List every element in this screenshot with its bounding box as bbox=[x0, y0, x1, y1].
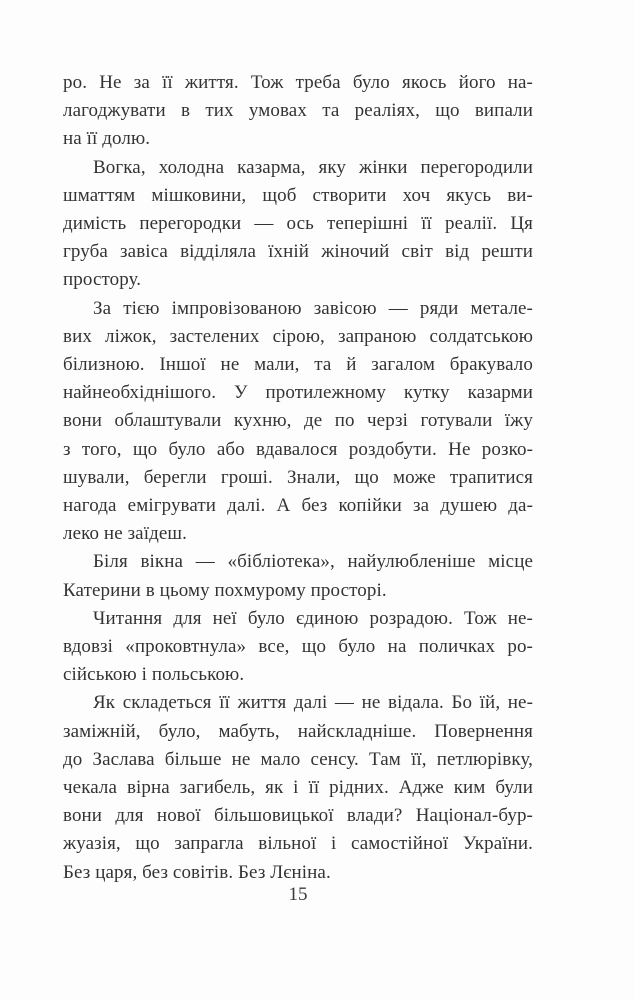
paragraph bbox=[63, 548, 533, 604]
text-line: вих ліжок, застелених сірою, запраною солдатською bbox=[63, 325, 533, 347]
text-line: простору. bbox=[63, 269, 142, 291]
text-line: ро. Не за її життя. Тож треба було якось його на- bbox=[63, 72, 533, 93]
text-line: сійською і польською. bbox=[63, 664, 245, 686]
text-line: За тією імпровізованою завісою — ряди метале- bbox=[93, 297, 533, 319]
body-text bbox=[63, 69, 533, 887]
text-line: лагоджувати в тих умовах та реаліях, що випали bbox=[63, 100, 533, 122]
text-line: найнеобхіднішого. У протилежному кутку казарми bbox=[63, 382, 533, 404]
text-line: груба завіса відділяла їхній жіночий світ від решти bbox=[63, 241, 533, 263]
text-line: Читання для неї було єдиною розрадою. Тож не- bbox=[93, 607, 533, 629]
text-line: димість перегородки — ось теперішні її реалії. Ця bbox=[63, 213, 533, 235]
text-line: заміжній, було, мабуть, найскладніше. Повернення bbox=[63, 720, 533, 742]
text-line: чекала вірна загибель, як і її рідних. Адже ким були bbox=[63, 777, 533, 799]
text-line: Як складеться її життя далі — не відала. Бо їй, не- bbox=[93, 692, 533, 714]
paragraph bbox=[63, 295, 533, 549]
paragraph bbox=[63, 69, 533, 154]
paragraph bbox=[63, 605, 533, 690]
page-number: 15 bbox=[288, 884, 308, 905]
text-line: Біля вікна — «бібліотека», найулюбленіше місце bbox=[93, 551, 533, 573]
text-line: вдовзі «проковтнула» все, що було на поличках ро- bbox=[63, 636, 533, 658]
text-line: вони облаштували кухню, де по черзі готували їжу bbox=[63, 410, 533, 432]
text-line: з того, що було або вдавалося роздобути. Не розко- bbox=[63, 438, 533, 460]
text-line: вони для нової більшовицької влади? Націонал-бур- bbox=[63, 805, 533, 827]
text-line: Вогка, холодна казарма, яку жінки перегородили bbox=[93, 156, 533, 178]
text-line: Без царя, без совітів. Без Лєніна. bbox=[63, 861, 331, 883]
text-line: нагода емігрувати далі. А без копійки за душею да- bbox=[63, 495, 533, 517]
text-line: леко не заїдеш. bbox=[63, 523, 187, 545]
text-line: шматтям мішковини, щоб створити хоч якусь ви- bbox=[63, 184, 533, 206]
text-line: Катерини в цьому похмурому просторі. bbox=[63, 579, 387, 601]
text-line: білизною. Іншої не мали, та й загалом бракувало bbox=[63, 354, 533, 376]
paragraph bbox=[63, 154, 533, 295]
paragraph bbox=[63, 689, 533, 886]
text-line: жуазія, що запрагла вільної і самостійної України. bbox=[63, 833, 533, 855]
text-line: до Заслава більше не мало сенсу. Там її, петлюрівку, bbox=[63, 748, 533, 770]
text-line: на її долю. bbox=[63, 128, 151, 150]
text-line: шували, берегли гроші. Знали, що може трапитися bbox=[63, 466, 533, 488]
